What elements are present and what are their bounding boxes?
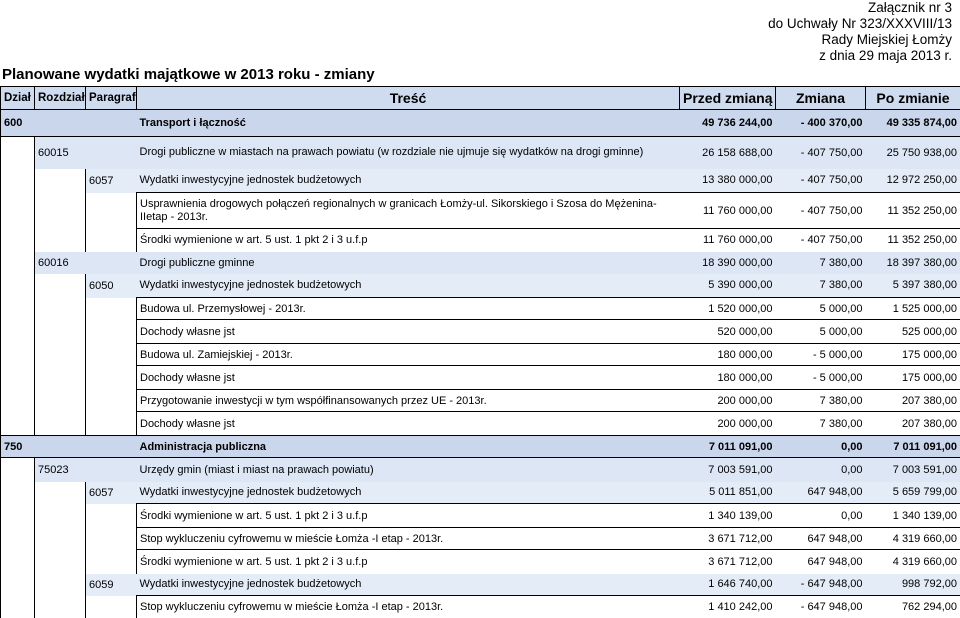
cell-zmiana: 7 380,00: [776, 390, 866, 412]
cell-zmiana: 647 948,00: [776, 482, 866, 504]
cell-rozdzial: [35, 366, 86, 390]
cell-dzial: [1, 482, 35, 504]
table-row: [1, 574, 960, 596]
cell-zmiana: 647 948,00: [776, 550, 866, 574]
cell-tresc: Wydatki inwestycyjne jednostek budżetowych: [137, 482, 680, 504]
table-row: [1, 458, 960, 482]
cell-tresc: Budowa ul. Zamiejskiej - 2013r.: [137, 344, 680, 366]
cell-zmiana: 647 948,00: [776, 528, 866, 550]
cell-zmiana: - 5 000,00: [776, 344, 866, 366]
cell-tresc: Dochody własne jst: [137, 412, 680, 436]
table-row: [1, 550, 960, 574]
cell-po: 4 319 660,00: [866, 528, 960, 550]
column-header-paragraf: Paragraf: [86, 87, 137, 110]
cell-przed: 180 000,00: [680, 344, 776, 366]
cell-po: 525 000,00: [866, 320, 960, 344]
cell-rozdzial: [35, 550, 86, 574]
cell-po: 5 397 380,00: [866, 274, 960, 298]
cell-po: 5 659 799,00: [866, 482, 960, 504]
cell-przed: 13 380 000,00: [680, 169, 776, 193]
cell-paragraf: [86, 344, 137, 366]
cell-paragraf: [86, 436, 137, 458]
cell-paragraf: [86, 550, 137, 574]
cell-po: 25 750 938,00: [866, 137, 960, 169]
table-row: [1, 274, 960, 298]
cell-paragraf: [86, 528, 137, 550]
cell-przed: 7 011 091,00: [680, 436, 776, 458]
cell-dzial: [1, 193, 35, 229]
cell-przed: 1 410 242,00: [680, 596, 776, 618]
cell-dzial: [1, 344, 35, 366]
cell-przed: 1 340 139,00: [680, 504, 776, 528]
cell-paragraf: 6050: [86, 274, 137, 298]
cell-zmiana: 0,00: [776, 436, 866, 458]
cell-rozdzial: [35, 390, 86, 412]
cell-rozdzial: [35, 528, 86, 550]
cell-zmiana: 0,00: [776, 504, 866, 528]
table-row: [1, 169, 960, 193]
cell-dzial: [1, 412, 35, 436]
cell-tresc: Stop wykluczeniu cyfrowemu w mieście Łomża -I etap - 2013r.: [137, 596, 680, 618]
cell-dzial: [1, 528, 35, 550]
cell-tresc: Transport i łączność: [137, 110, 680, 137]
cell-zmiana: - 400 370,00: [776, 110, 866, 137]
cell-tresc: Środki wymienione w art. 5 ust. 1 pkt 2 i 3 u.f.p: [137, 504, 680, 528]
cell-dzial: [1, 274, 35, 298]
cell-zmiana: 5 000,00: [776, 298, 866, 320]
cell-zmiana: 5 000,00: [776, 320, 866, 344]
table-row: [1, 298, 960, 320]
cell-dzial: [1, 458, 35, 482]
cell-dzial: [1, 169, 35, 193]
cell-tresc: Wydatki inwestycyjne jednostek budżetowych: [137, 574, 680, 596]
cell-po: 7 003 591,00: [866, 458, 960, 482]
cell-tresc: Środki wymienione w art. 5 ust. 1 pkt 2 i 3 u.f.p: [137, 229, 680, 252]
header-line-date: z dnia 29 maja 2013 r.: [768, 48, 952, 64]
cell-przed: 11 760 000,00: [680, 193, 776, 229]
cell-rozdzial: 60015: [35, 137, 86, 169]
cell-rozdzial: [35, 193, 86, 229]
cell-paragraf: [86, 458, 137, 482]
table-row: [1, 390, 960, 412]
cell-dzial: [1, 596, 35, 618]
cell-rozdzial: [35, 110, 86, 137]
document-header: [768, 0, 952, 64]
cell-rozdzial: [35, 482, 86, 504]
cell-przed: 520 000,00: [680, 320, 776, 344]
cell-po: 49 335 874,00: [866, 110, 960, 137]
cell-tresc: Drogi publiczne w miastach na prawach powiatu (w rozdziale nie ujmuje się wydatków na drogi gminne): [137, 137, 680, 169]
cell-tresc: Dochody własne jst: [137, 320, 680, 344]
cell-przed: 1 520 000,00: [680, 298, 776, 320]
cell-paragraf: 6057: [86, 169, 137, 193]
cell-zmiana: - 5 000,00: [776, 366, 866, 390]
table-row: [1, 436, 960, 458]
cell-po: 998 792,00: [866, 574, 960, 596]
cell-dzial: [1, 366, 35, 390]
cell-rozdzial: [35, 596, 86, 618]
table-row: [1, 596, 960, 618]
cell-tresc: Wydatki inwestycyjne jednostek budżetowych: [137, 169, 680, 193]
cell-przed: 5 011 851,00: [680, 482, 776, 504]
column-header-rozdzial: Rozdział: [35, 87, 86, 110]
cell-dzial: 750: [1, 436, 35, 458]
cell-rozdzial: [35, 344, 86, 366]
document-title: Planowane wydatki majątkowe w 2013 roku - zmiany: [2, 66, 375, 83]
cell-paragraf: [86, 390, 137, 412]
cell-zmiana: 0,00: [776, 458, 866, 482]
column-header-row: [1, 87, 960, 110]
header-line-resolution: do Uchwały Nr 323/XXXVIII/13: [768, 16, 952, 32]
cell-zmiana: 7 380,00: [776, 252, 866, 274]
table-row: [1, 193, 960, 229]
cell-dzial: [1, 504, 35, 528]
cell-paragraf: 6057: [86, 482, 137, 504]
column-header-tresc: Treść: [137, 87, 680, 110]
cell-przed: 49 736 244,00: [680, 110, 776, 137]
column-header-przed: Przed zmianą: [680, 87, 776, 110]
cell-dzial: [1, 550, 35, 574]
table-row: [1, 229, 960, 252]
cell-po: 12 972 250,00: [866, 169, 960, 193]
cell-paragraf: 6059: [86, 574, 137, 596]
header-line-attachment: Załącznik nr 3: [768, 0, 952, 16]
cell-po: 175 000,00: [866, 366, 960, 390]
cell-zmiana: - 407 750,00: [776, 169, 866, 193]
cell-dzial: [1, 390, 35, 412]
cell-przed: 1 646 740,00: [680, 574, 776, 596]
cell-tresc: Usprawnienia drogowych połączeń regionalnych w granicach Łomży-ul. Sikorskiego i Szosa do Mężenina-IIetap - 2013r.: [137, 193, 680, 229]
cell-zmiana: - 407 750,00: [776, 193, 866, 229]
table-row: [1, 412, 960, 436]
cell-zmiana: 7 380,00: [776, 412, 866, 436]
cell-po: 11 352 250,00: [866, 229, 960, 252]
cell-po: 7 011 091,00: [866, 436, 960, 458]
cell-po: 175 000,00: [866, 344, 960, 366]
cell-przed: 7 003 591,00: [680, 458, 776, 482]
cell-tresc: Środki wymienione w art. 5 ust. 1 pkt 2 i 3 u.f.p: [137, 550, 680, 574]
cell-rozdzial: [35, 274, 86, 298]
cell-tresc: Wydatki inwestycyjne jednostek budżetowych: [137, 274, 680, 298]
cell-rozdzial: [35, 574, 86, 596]
cell-po: 11 352 250,00: [866, 193, 960, 229]
cell-zmiana: - 647 948,00: [776, 596, 866, 618]
cell-po: 207 380,00: [866, 412, 960, 436]
cell-po: 4 319 660,00: [866, 550, 960, 574]
cell-przed: 5 390 000,00: [680, 274, 776, 298]
column-header-po: Po zmianie: [866, 87, 960, 110]
cell-przed: 3 671 712,00: [680, 550, 776, 574]
cell-rozdzial: [35, 169, 86, 193]
cell-rozdzial: [35, 298, 86, 320]
cell-przed: 200 000,00: [680, 390, 776, 412]
cell-paragraf: [86, 110, 137, 137]
cell-rozdzial: 60016: [35, 252, 86, 274]
cell-zmiana: - 647 948,00: [776, 574, 866, 596]
cell-paragraf: [86, 366, 137, 390]
cell-zmiana: 7 380,00: [776, 274, 866, 298]
cell-przed: 180 000,00: [680, 366, 776, 390]
cell-paragraf: [86, 504, 137, 528]
cell-tresc: Drogi publiczne gminne: [137, 252, 680, 274]
cell-paragraf: [86, 320, 137, 344]
table-row: [1, 344, 960, 366]
cell-rozdzial: [35, 412, 86, 436]
cell-dzial: [1, 320, 35, 344]
cell-przed: 26 158 688,00: [680, 137, 776, 169]
cell-dzial: 600: [1, 110, 35, 137]
cell-dzial: [1, 137, 35, 169]
cell-przed: 18 390 000,00: [680, 252, 776, 274]
table-row: [1, 110, 960, 137]
cell-paragraf: [86, 229, 137, 252]
table-row: [1, 528, 960, 550]
cell-rozdzial: [35, 229, 86, 252]
cell-rozdzial: [35, 436, 86, 458]
cell-dzial: [1, 574, 35, 596]
header-line-council: Rady Miejskiej Łomży: [768, 32, 952, 48]
cell-dzial: [1, 298, 35, 320]
cell-rozdzial: 75023: [35, 458, 86, 482]
cell-zmiana: - 407 750,00: [776, 137, 866, 169]
cell-paragraf: [86, 252, 137, 274]
table-row: [1, 252, 960, 274]
cell-przed: 11 760 000,00: [680, 229, 776, 252]
cell-dzial: [1, 252, 35, 274]
cell-paragraf: [86, 193, 137, 229]
table-row: [1, 504, 960, 528]
cell-przed: 3 671 712,00: [680, 528, 776, 550]
expenditure-table: [0, 86, 960, 618]
cell-po: 762 294,00: [866, 596, 960, 618]
cell-tresc: Dochody własne jst: [137, 366, 680, 390]
table-row: [1, 482, 960, 504]
table-row: [1, 137, 960, 169]
cell-tresc: Urzędy gmin (miast i miast na prawach powiatu): [137, 458, 680, 482]
column-header-zmiana: Zmiana: [776, 87, 866, 110]
cell-zmiana: - 407 750,00: [776, 229, 866, 252]
cell-tresc: Przygotowanie inwestycji w tym współfinansowanych przez UE - 2013r.: [137, 390, 680, 412]
column-header-dzial: Dział: [1, 87, 35, 110]
cell-dzial: [1, 229, 35, 252]
cell-po: 18 397 380,00: [866, 252, 960, 274]
cell-po: 1 525 000,00: [866, 298, 960, 320]
cell-paragraf: [86, 412, 137, 436]
cell-po: 207 380,00: [866, 390, 960, 412]
cell-paragraf: [86, 298, 137, 320]
cell-tresc: Stop wykluczeniu cyfrowemu w mieście Łomża -I etap - 2013r.: [137, 528, 680, 550]
cell-paragraf: [86, 596, 137, 618]
table-row: [1, 320, 960, 344]
cell-paragraf: [86, 137, 137, 169]
table-row: [1, 366, 960, 390]
cell-tresc: Budowa ul. Przemysłowej - 2013r.: [137, 298, 680, 320]
cell-przed: 200 000,00: [680, 412, 776, 436]
cell-rozdzial: [35, 320, 86, 344]
cell-rozdzial: [35, 504, 86, 528]
cell-po: 1 340 139,00: [866, 504, 960, 528]
cell-tresc: Administracja publiczna: [137, 436, 680, 458]
